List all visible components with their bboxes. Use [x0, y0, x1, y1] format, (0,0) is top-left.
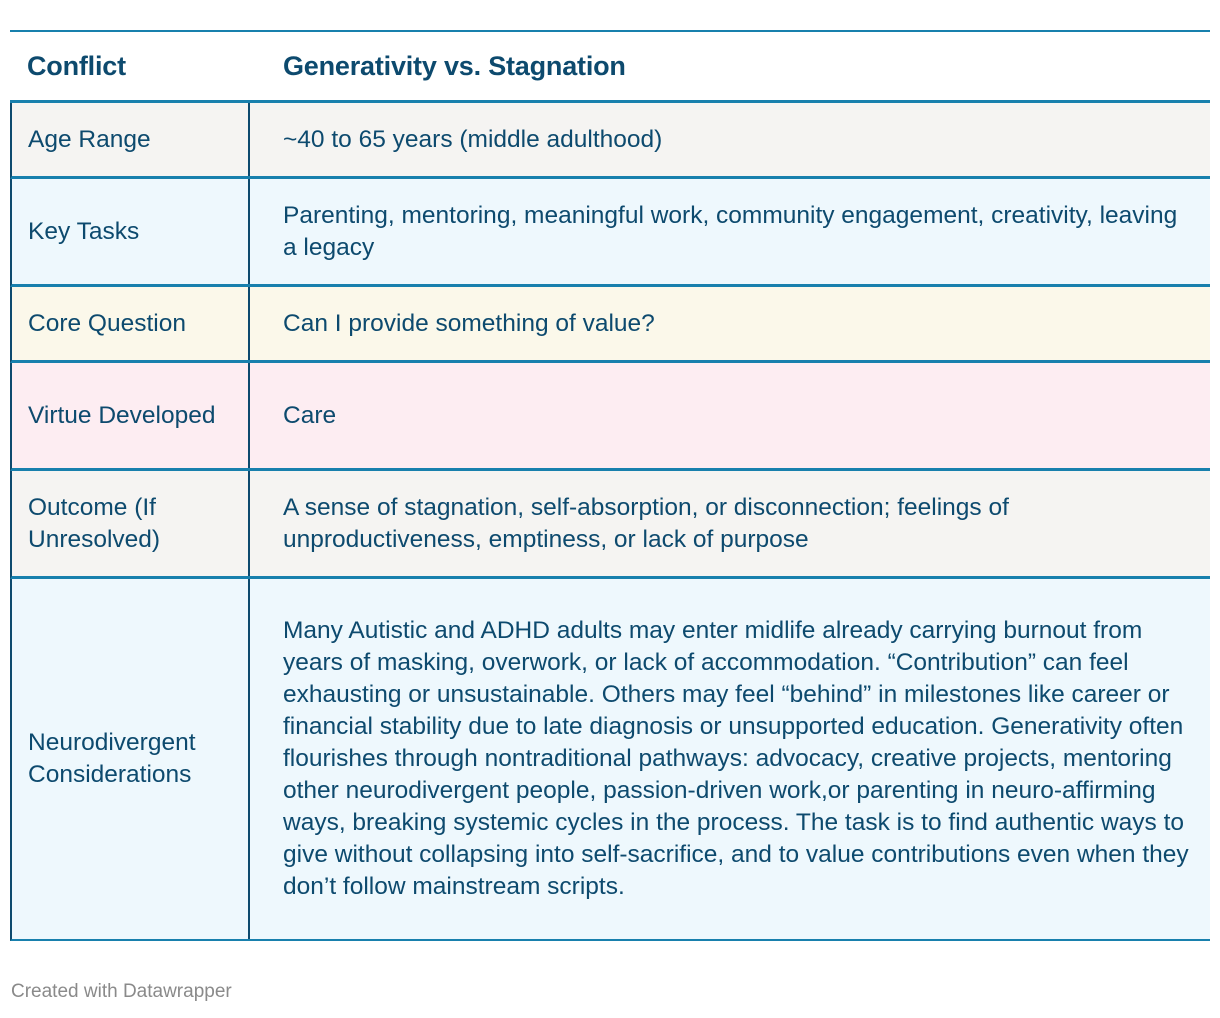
- header-stage-title: Generativity vs. Stagnation: [283, 50, 626, 81]
- table-header: [10, 32, 1210, 103]
- table-row: [10, 179, 1210, 287]
- table-row: [10, 287, 1210, 363]
- row-label: Virtue Developed: [12, 363, 250, 468]
- row-label: Key Tasks: [12, 179, 250, 284]
- table-row: [10, 471, 1210, 579]
- row-label: Neurodivergent Considerations: [12, 579, 250, 939]
- table-row: [10, 363, 1210, 471]
- data-table: [10, 30, 1210, 941]
- row-label: Age Range: [12, 103, 250, 176]
- row-value: Many Autistic and ADHD adults may enter midlife already carrying burnout from years of masking, overwork, or lack of accommodation. “Contribution” can feel exhausting or unsustainable. Others may feel “behind” in milestones like career or financial stability due to late diagnosis or unsupported education. Generativity often flourishes through nontraditional pathways: advocacy, creative projects, mentoring other neurodivergent people, passion-driven work,or parenting in neuro-affirming ways, breaking systemic cycles in the process. The task is to find authentic ways to give without collapsing into self-sacrifice, and to value contributions even when they don’t follow mainstream scripts.: [283, 617, 1189, 900]
- row-label: Outcome (If Unresolved): [12, 471, 250, 576]
- datawrapper-credit: Created with Datawrapper: [11, 981, 232, 1002]
- table-row: [10, 103, 1210, 179]
- header-conflict: Conflict: [27, 50, 126, 81]
- row-value: A sense of stagnation, self-absorption, or disconnection; feelings of unproductiveness, emptiness, or lack of purpose: [283, 493, 1009, 553]
- row-value: ~40 to 65 years (middle adulthood): [283, 125, 663, 153]
- row-value: Parenting, mentoring, meaningful work, community engagement, creativity, leaving a legacy: [283, 201, 1178, 261]
- row-value: Care: [283, 401, 337, 429]
- row-label: Core Question: [12, 287, 250, 360]
- table-row: [10, 579, 1210, 941]
- row-value: Can I provide something of value?: [283, 309, 655, 337]
